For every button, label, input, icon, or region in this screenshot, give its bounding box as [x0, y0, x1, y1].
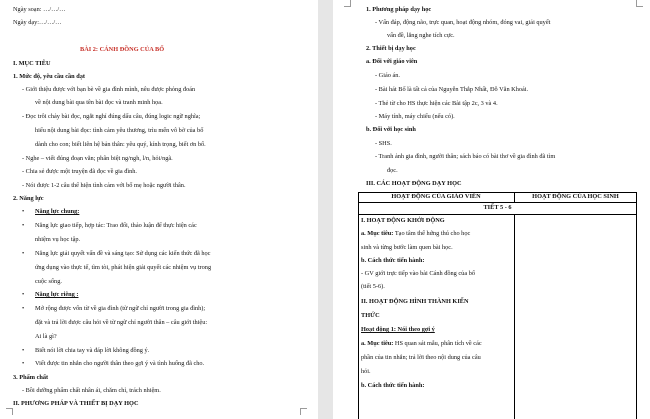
text-line: đọc. — [387, 167, 398, 174]
text-line: Biết nói lời chia tay và đáp lời không đồng ý. — [35, 347, 150, 354]
text-line: Năng lực chung: — [35, 208, 80, 215]
subsection-heading: 1. Mức độ, yêu cầu cần đạt — [13, 73, 85, 80]
crop-mark — [636, 0, 643, 7]
text-line: Năng lực riêng : — [35, 291, 79, 298]
table-text: - GV giới trực tiếp vào bài Cánh đồng của bố — [361, 270, 475, 277]
text-line: - Bồi dưỡng phẩm chất nhân ái, chăm chỉ, trách nhiệm. — [22, 387, 161, 394]
text-line: dành cho con; biết liên hệ bản thân: yêu quý, kính trọng, biết ơn bố. — [35, 141, 206, 148]
subsection-heading: 1. Phương pháp dạy học — [366, 6, 432, 13]
table-text — [361, 230, 470, 238]
text-line: - Giới thiệu được với bạn bè về gia đình mình, nêu được phỏng đoán — [22, 86, 196, 93]
crop-mark — [300, 408, 307, 415]
text-line: cuộc sống. — [35, 278, 62, 285]
date-teach: Ngày dạy:…/…/… — [13, 19, 62, 26]
text-line: Ai là gì? — [35, 333, 57, 340]
table-text: Tạo tâm thế hứng thú cho học — [393, 230, 471, 237]
text-line: - Đọc trôi chảy bài đọc, ngắt nghỉ đúng dấu câu, đúng logic ngữ nghĩa; — [22, 113, 201, 120]
subsection-heading: 2. Năng lực — [13, 195, 44, 202]
table-text — [361, 340, 482, 348]
lesson-plan-table — [358, 192, 637, 419]
table-text: phần của tin nhắn; trả lời theo nội dung của câu — [361, 354, 481, 361]
bullet-icon: • — [22, 222, 25, 229]
text-line: - Bài hát Bố là tất cả của Nguyễn Thắp Nhất, Đỗ Văn Khoái. — [375, 86, 529, 93]
table-border — [514, 214, 515, 419]
bullet-icon: • — [22, 360, 25, 367]
text-line: về nội dung bài qua tên bài đọc và tranh minh họa. — [35, 99, 163, 106]
subsection-heading: 3. Phẩm chất — [13, 374, 49, 381]
subsection-heading: a. Đối với giáo viên — [366, 58, 418, 65]
table-text: THỨC — [361, 312, 380, 319]
header-cell-student: HOẠT ĐỘNG CỦA HỌC SINH — [532, 193, 619, 200]
text-line: - Vấn đáp, động não, trực quan, hoạt động nhóm, đóng vai, giải quyết — [375, 19, 551, 26]
subsection-heading: 2. Thiết bị dạy học — [366, 45, 416, 52]
header-cell-teacher: HOẠT ĐỘNG CỦA GIÁO VIÊN — [391, 193, 481, 200]
text-line: - Chia sẻ được một truyện đã đọc về gia đình. — [22, 168, 137, 175]
bullet-icon: • — [22, 208, 25, 215]
text-line: Viết được tin nhắn cho người thân theo gợi ý và tình huống đã cho. — [35, 360, 205, 367]
table-text: sinh và từng bước làm quen bài học. — [361, 244, 453, 251]
text-line: hiểu nội dung bài đọc: tình cảm yêu thương, trìu mến vô bờ của bố — [35, 127, 204, 134]
table-text: b. Cách thức tiến hành: — [361, 257, 425, 264]
text-line: Năng lực giao tiếp, hợp tác: Trao đổi, thảo luận để thực hiện các — [35, 222, 197, 229]
table-border — [636, 192, 637, 419]
table-border — [358, 202, 637, 203]
table-text: hỏi. — [361, 368, 371, 375]
table-text: HS quan sát mẫu, phân tích về các — [393, 340, 482, 347]
text-line: ứng dụng vào thực tế, tìm tòi, phát hiện giải quyết các nhiệm vụ trong — [35, 264, 212, 271]
bullet-icon: • — [22, 291, 25, 298]
text-line: - Nghe – viết đúng đoạn văn; phân biệt ng/ngh, l/n, hỏi/ngã. — [22, 155, 173, 162]
crop-mark — [6, 408, 13, 415]
period-row: TIẾT 5 - 6 — [483, 204, 512, 211]
text-line: - Tranh ảnh gia đình, người thân; sách báo có bài thơ về gia đình đã tìm — [375, 153, 556, 160]
text-line: - Nói được 1-2 câu thể hiện tình cảm với bố mẹ hoặc người thân. — [22, 182, 186, 189]
text-line: - SHS. — [375, 140, 392, 147]
crop-mark — [344, 0, 351, 7]
table-text: II. HOẠT ĐỘNG HÌNH THÀNH KIẾN — [361, 298, 469, 305]
text-line: Năng lực giải quyết vấn đề và sáng tạo: Sử dụng các kiến thức đã học — [35, 250, 211, 257]
text-line: vấn đề, lắng nghe tích cực. — [387, 32, 455, 39]
bullet-icon: • — [22, 250, 25, 257]
text-line: nhiệm vụ học tập. — [35, 236, 81, 243]
subsection-heading: b. Đối với học sinh — [366, 126, 416, 133]
table-text: Hoạt động 1: Nói theo gợi ý — [361, 326, 435, 333]
table-text: I. HOẠT ĐỘNG KHỞI ĐỘNG — [361, 217, 445, 224]
date-compose: Ngày soạn: …/…/… — [13, 6, 66, 13]
text-line: đặt và trả lời được câu hỏi về từ ngữ chỉ người thân – câu giới thiệu: — [35, 319, 208, 326]
text-line: Mở rộng được vốn từ về gia đình (từ ngữ chỉ người trong gia đình); — [35, 305, 206, 312]
section-heading: II. PHƯƠNG PHÁP VÀ THIẾT BỊ DẠY HỌC — [13, 400, 139, 407]
section-heading: III. CÁC HOẠT ĐỘNG DẠY HỌC — [366, 180, 462, 187]
bullet-icon: • — [22, 347, 25, 354]
table-text: (tiết 5-6). — [361, 283, 385, 290]
bullet-icon: • — [22, 305, 25, 312]
page-gap — [318, 0, 333, 419]
text-line: - Máy tính, máy chiếu (nếu có). — [375, 113, 455, 120]
text-line: - Thẻ từ cho HS thực hiện các Bài tập 2c, 3 và 4. — [375, 100, 498, 107]
lesson-title: BÀI 2: CÁNH ĐỒNG CỦA BỐ — [80, 46, 165, 53]
text-line: - Giáo án. — [375, 72, 401, 79]
table-border — [358, 214, 637, 215]
table-text: b. Cách thức tiến hành: — [361, 382, 425, 389]
label: a. Mục tiêu: — [361, 340, 394, 347]
table-border — [358, 192, 359, 419]
label: a. Mục tiêu: — [361, 230, 394, 237]
section-heading: I. MỤC TIÊU — [13, 60, 51, 67]
